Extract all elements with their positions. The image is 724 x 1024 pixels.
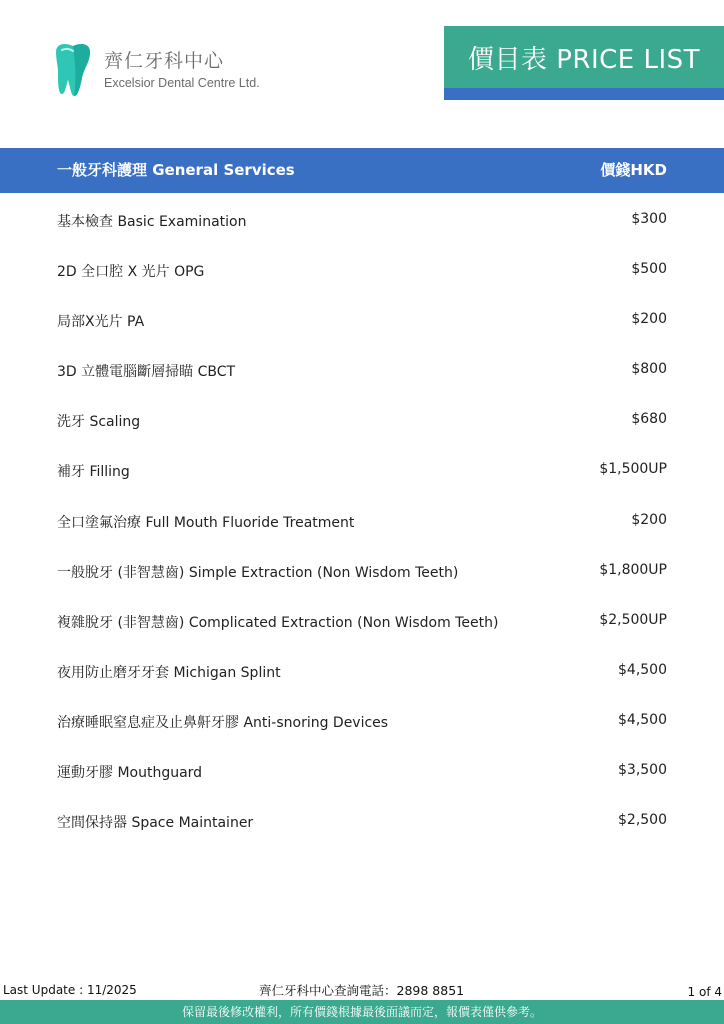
table-row xyxy=(0,297,724,347)
service-name: 局部X光片 PA xyxy=(57,314,145,331)
last-update-text: Last Update : 11/2025 xyxy=(3,983,137,997)
table-row xyxy=(0,347,724,397)
table-row xyxy=(0,748,724,798)
service-name: 空間保持器 Space Maintainer xyxy=(57,815,254,832)
table-row xyxy=(0,397,724,447)
table-row xyxy=(0,498,724,548)
service-price: $200 xyxy=(631,511,667,528)
table-row xyxy=(0,548,724,598)
service-name: 補牙 Filling xyxy=(57,464,130,481)
table-header xyxy=(0,148,724,193)
service-name: 一般脫牙 (非智慧齒) Simple Extraction (Non Wisdom Teeth) xyxy=(57,564,459,581)
table-row xyxy=(0,447,724,497)
service-name: 運動牙膠 Mouthguard xyxy=(57,765,203,782)
service-price: $500 xyxy=(631,261,667,278)
service-name: 3D 立體電腦斷層掃瞄 CBCT xyxy=(57,364,236,381)
table-row xyxy=(0,798,724,848)
service-name: 複雜脫牙 (非智慧齒) Complicated Extraction (Non Wisdom Teeth) xyxy=(57,614,499,631)
service-price: $1,800UP xyxy=(599,561,667,578)
clinic-name-chinese: 齊仁牙科中心 xyxy=(104,50,225,72)
service-price: $4,500 xyxy=(618,711,667,728)
clinic-logo xyxy=(52,42,260,98)
service-price: $300 xyxy=(631,211,667,227)
page-title: 價目表 PRICE LIST xyxy=(467,44,701,75)
service-name: 治療睡眠窒息症及止鼻鼾牙膠 Anti-snoring Devices xyxy=(57,714,389,731)
service-name: 2D 全口腔 X 光片 OPG xyxy=(57,264,205,281)
page-number: 1 of 4 xyxy=(687,985,722,999)
service-price: $4,500 xyxy=(618,661,667,678)
table-row xyxy=(0,648,724,698)
tooth-logo-icon xyxy=(52,42,94,98)
service-price: $800 xyxy=(631,361,667,378)
enquiry-phone-text: 齊仁牙科中心查詢電話：2898 8851 xyxy=(259,983,465,998)
service-name: 全口塗氟治療 Full Mouth Fluoride Treatment xyxy=(57,514,355,531)
column-header-service: 一般牙科護理 General Services xyxy=(57,161,295,179)
service-price: $680 xyxy=(631,411,667,428)
service-price: $1,500UP xyxy=(599,461,667,478)
footer-info xyxy=(0,980,724,1000)
clinic-name-english: Excelsior Dental Centre Ltd. xyxy=(104,76,260,90)
column-header-price: 價錢HKD xyxy=(600,161,667,179)
table-row xyxy=(0,698,724,748)
table-row xyxy=(0,247,724,297)
disclaimer-text: 保留最後修改權利，所有價錢根據最後面議而定，報價表僅供參考。 xyxy=(181,1005,542,1019)
service-price: $2,500UP xyxy=(599,611,667,628)
service-price: $200 xyxy=(631,311,667,328)
service-name: 基本檢查 Basic Examination xyxy=(57,214,247,230)
service-name: 夜用防止磨牙牙套 Michigan Splint xyxy=(57,664,281,681)
price-list-title-box xyxy=(444,26,724,88)
disclaimer-bar xyxy=(0,1000,724,1024)
service-name: 洗牙 Scaling xyxy=(57,414,141,431)
table-row xyxy=(0,598,724,648)
table-row xyxy=(0,197,724,247)
service-price: $3,500 xyxy=(618,762,667,779)
title-accent-bar xyxy=(444,88,724,100)
price-table-body xyxy=(0,197,724,848)
service-price: $2,500 xyxy=(618,812,667,829)
